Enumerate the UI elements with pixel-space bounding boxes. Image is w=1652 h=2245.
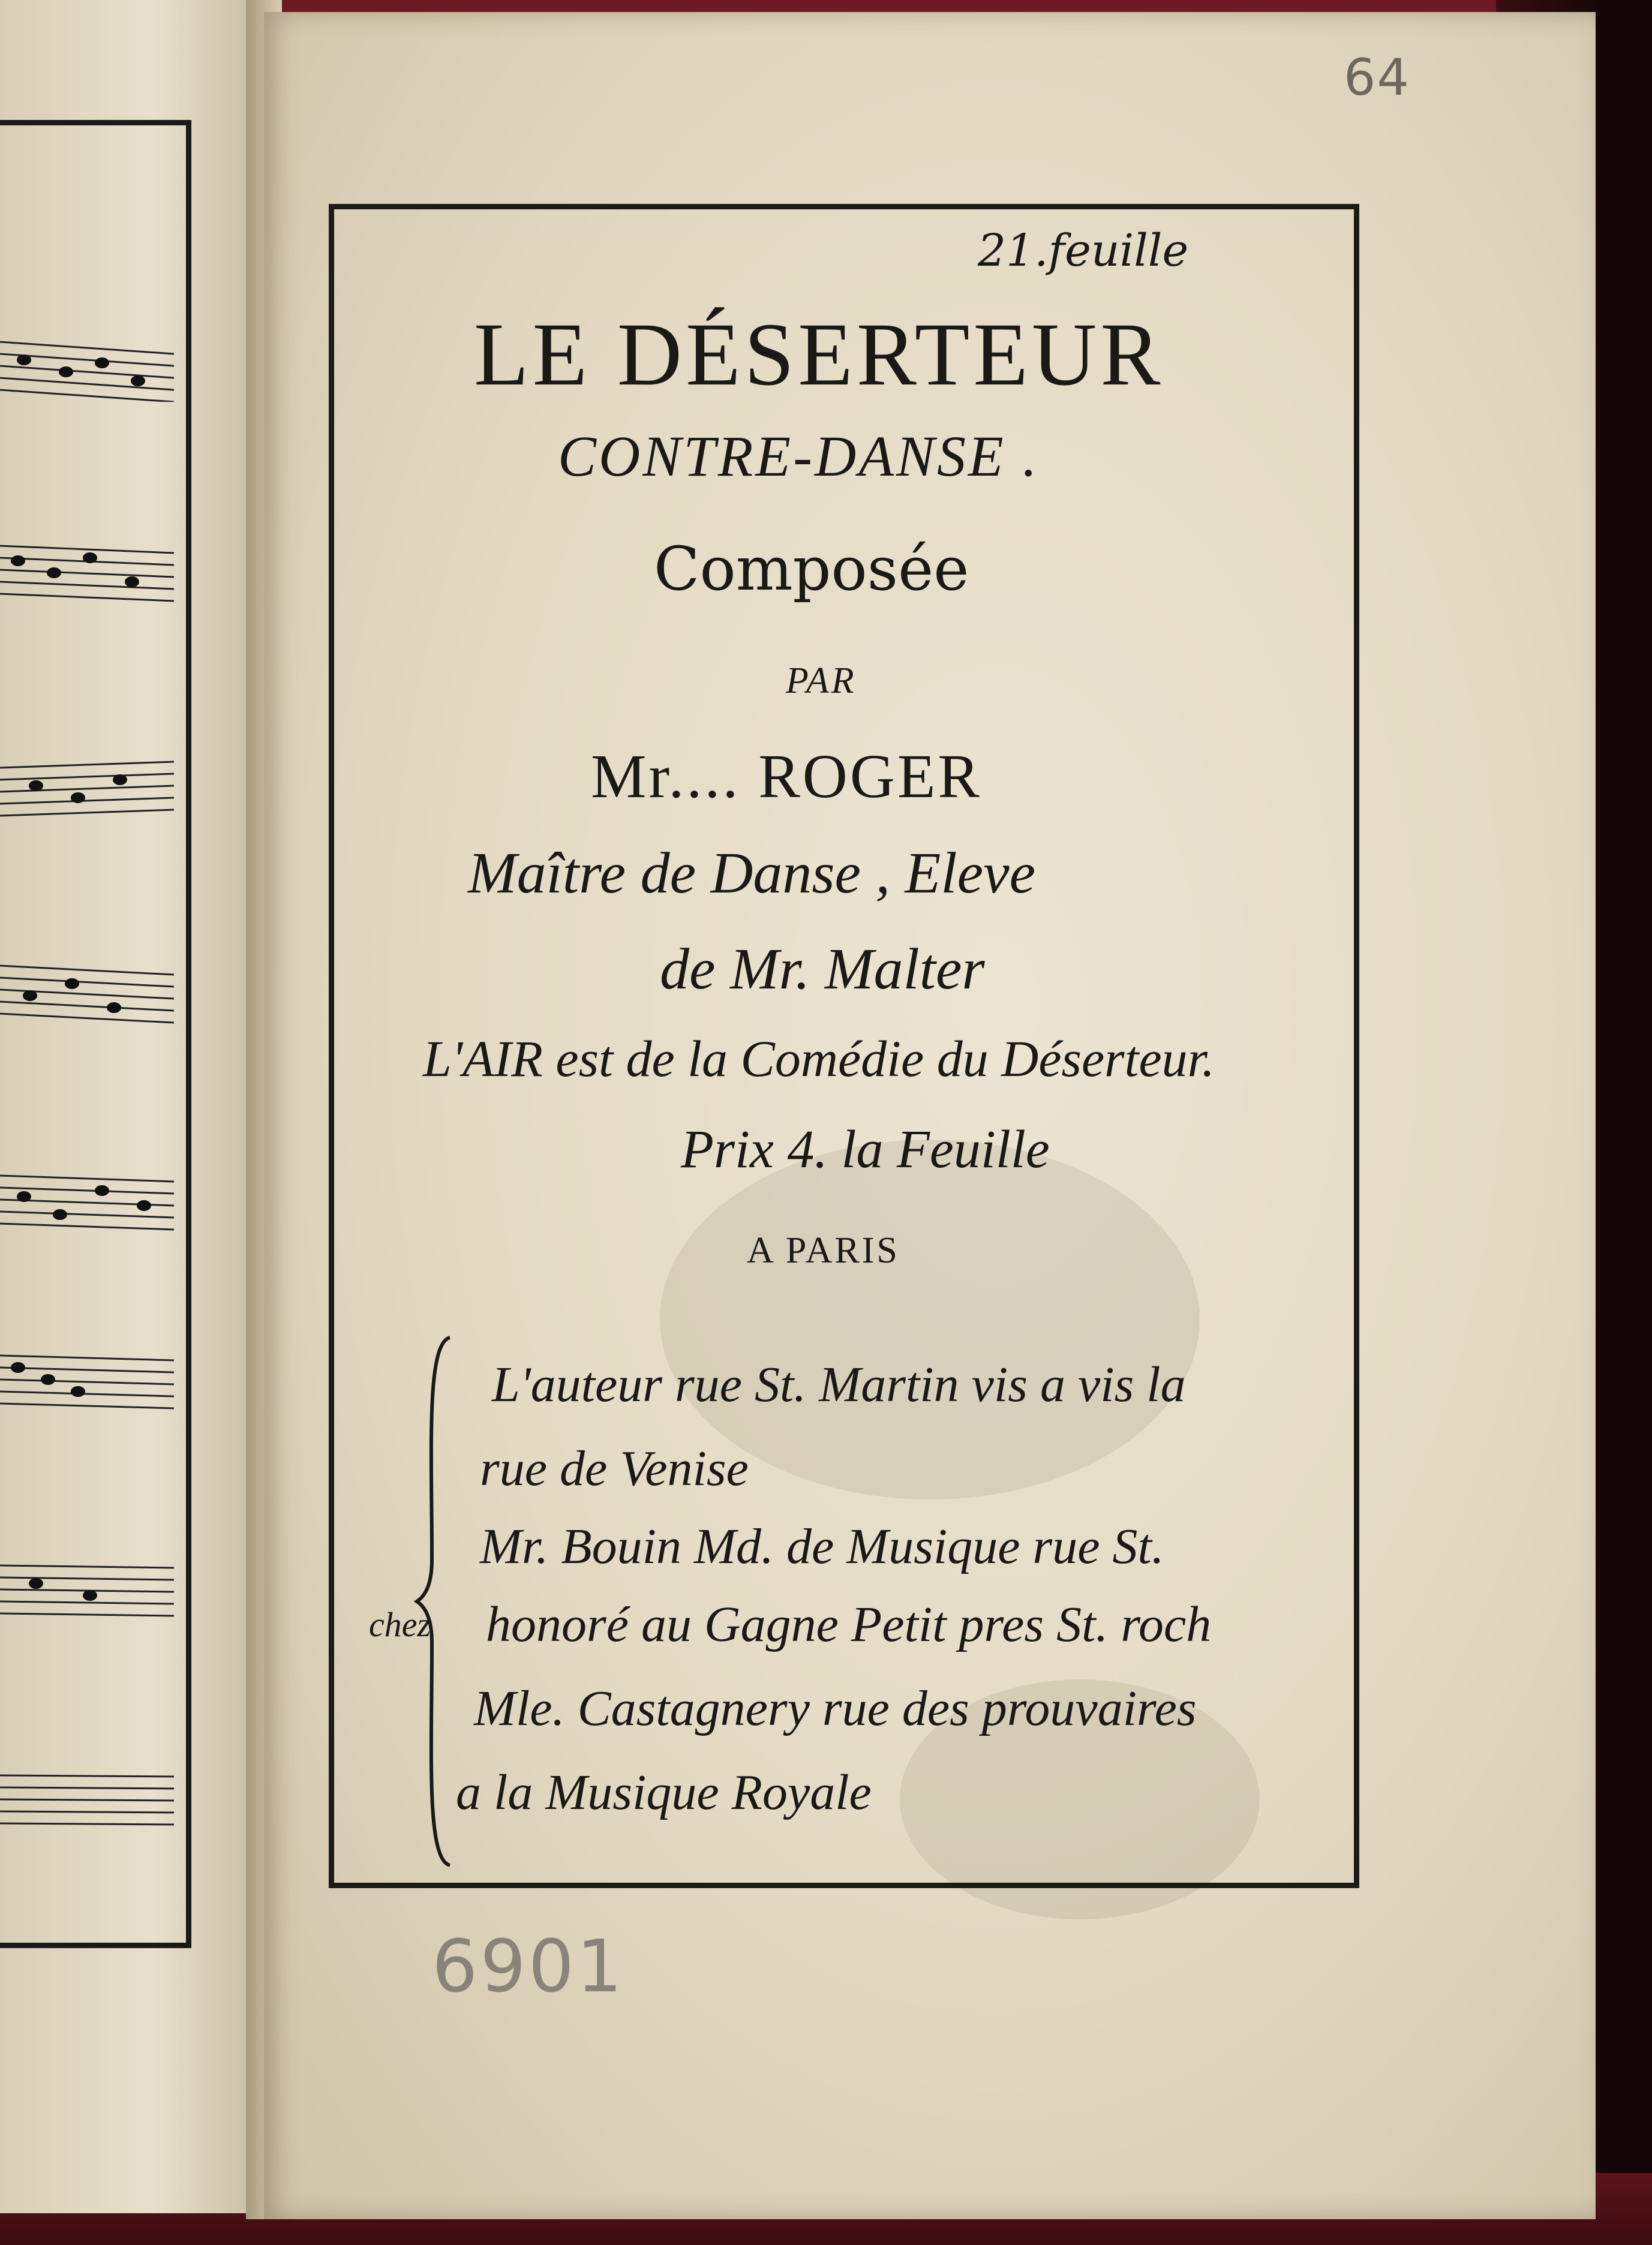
air-source: L'AIR est de la Comédie du Déserteur. — [423, 1030, 1215, 1087]
music-staff — [0, 1170, 174, 1236]
composed-label: Composée — [654, 534, 969, 604]
folio-number: 64 — [1344, 48, 1410, 107]
author-role: Maître de Danse , Eleve — [468, 841, 1036, 906]
author-name: Mr.... ROGER — [591, 742, 982, 811]
address-line: L'auteur rue St. Martin vis a vis la — [492, 1357, 1186, 1412]
page-subtitle: CONTRE-DANSE . — [558, 424, 1040, 488]
address-line: a la Musique Royale — [456, 1765, 872, 1820]
address-line: Mle. Castagnery rue des prouvaires — [474, 1681, 1197, 1736]
music-staff — [0, 756, 174, 822]
address-line: Mr. Bouin Md. de Musique rue St. — [480, 1519, 1164, 1574]
chez-label: chez — [369, 1605, 431, 1644]
music-staff — [0, 540, 174, 606]
sheet-mark: 21.feuille — [978, 225, 1189, 277]
page-title: LE DÉSERTEUR — [474, 305, 1164, 404]
left-page — [0, 0, 262, 2213]
price: Prix 4. la Feuille — [681, 1120, 1050, 1179]
pencil-shelfmark: 6901 — [432, 1925, 625, 2009]
place-of-publication: A PARIS — [747, 1230, 900, 1271]
author-role-continued: de Mr. Malter — [660, 937, 985, 1002]
address-line: honoré au Gagne Petit pres St. roch — [486, 1597, 1212, 1652]
music-staff — [0, 960, 174, 1026]
music-staff — [0, 1769, 174, 1835]
music-staff — [0, 1559, 174, 1625]
by-label: PAR — [786, 660, 857, 701]
address-line: rue de Venise — [480, 1441, 749, 1496]
curly-brace — [414, 1332, 456, 1871]
music-staff — [0, 1350, 174, 1415]
music-staff — [0, 336, 174, 402]
